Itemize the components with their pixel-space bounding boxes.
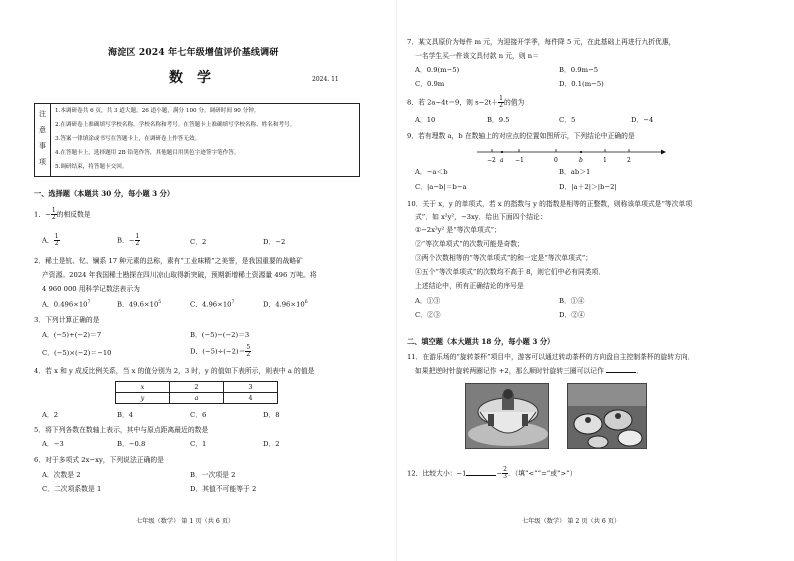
q1-fraction: $\frac{1}{2}$: [51, 207, 56, 221]
notice-line: 4.在答题卡上，选择题用 2B 铅笔作答，其他题目用黑色字迹签字笔作答。: [55, 150, 240, 156]
q4-stem: 4．若 x 和 y 成反比例关系，当 x 的值分别为 2，3 时，y 的值如下表所示，则表中 a 的值是: [34, 367, 315, 375]
point-b: [580, 151, 582, 153]
table-cell: y: [116, 393, 170, 404]
point-a: [501, 151, 503, 153]
q4-option-b: B．4: [117, 411, 134, 419]
number-line-arrow: [661, 150, 666, 155]
page-footer: 七年级（数学） 第 2 页（共 6 页）: [522, 518, 621, 525]
subject-title: 数学: [169, 70, 225, 86]
q2-option-c: C．$4.96\times 10^7$: [190, 300, 235, 309]
q4-option-c: C．6: [190, 411, 207, 419]
notice-header-char: 事: [39, 142, 46, 150]
q1-option-a: A． $\frac{1}{2}$: [42, 233, 59, 247]
notice-line: 5.调研结束，将答题卡交回。: [55, 164, 128, 170]
q6-option-c: C．二次项系数是 1: [42, 485, 102, 493]
table-cell: 2: [170, 382, 224, 393]
notice-header: [35, 104, 51, 176]
q10-option-d: D．②④: [559, 311, 585, 319]
q10-option-b: B．①④: [559, 297, 585, 305]
q7-option-a: A．0.9(m−5): [415, 66, 460, 74]
notice-line: 1.本调研卷共 6 页，共 3 道大题，26 道小题，满分 100 分。调研时间 90 分钟。: [55, 108, 260, 114]
axis-label: a: [500, 157, 504, 164]
axis-label: 0: [554, 157, 558, 164]
q3-option-b: B．(−5)−(−2)＝3: [190, 331, 250, 339]
q10-option-a: A．①③: [415, 297, 441, 305]
q7-option-c: C．0.9m: [415, 80, 445, 88]
q9-option-b: B．ab＞1: [559, 168, 591, 176]
table-row: [116, 393, 278, 404]
axis-label: 2: [627, 157, 631, 164]
q3-option-a: A．(−5)+(−2)＝7: [42, 331, 102, 339]
q3-stem: 3．下列计算正确的是: [34, 316, 100, 324]
q5-stem: 5．将下列各数在数轴上表示，其中与原点距离最近的数是: [34, 426, 209, 434]
axis-label: 1: [603, 157, 607, 164]
q10-option-c: C．②③: [415, 311, 441, 319]
q10-conclusion-3: ③两个次数相等的“等次单项式”的和一定是“等次单项式”；: [415, 254, 593, 262]
teacup-ride-photo-1: [465, 383, 549, 449]
notice-box: [34, 103, 360, 177]
table-cell: x: [116, 382, 170, 393]
q10-line-1: 10．关于 x，y 的单项式，若 x 的指数与 y 的指数是相等的正整数，则称该单项式是“等次单项: [407, 200, 693, 208]
axis-label: −2: [487, 157, 496, 164]
q1-stem: 1．−: [34, 210, 51, 219]
q9-option-d: D．|a＋2|＞|b−2|: [559, 183, 617, 191]
q10-conclusion-2: ②“等次单项式”的次数可能是奇数；: [415, 240, 524, 248]
q7-option-d: D．0.1(m−5): [559, 80, 604, 88]
q6-option-d: D．其值不可能等于 2: [190, 485, 257, 493]
answer-blank: [606, 372, 636, 373]
q10-line-2: 式”．如 x²y²，−3xy．给出下面四个结论：: [415, 213, 547, 221]
notice-line: 3.答案一律填涂或书写在答题卡上，在调研卷上作答无效。: [55, 136, 201, 142]
q11-line-2: 如果把逆时针旋转两圈记作 +2，那么顺时针旋转三圈可以记作 ．: [415, 367, 643, 375]
q5-option-d: D．2: [263, 440, 280, 448]
q9-option-c: C．|a−b|＝b−a: [415, 183, 467, 191]
table-row: [116, 382, 278, 393]
exam-date: 2024. 11: [312, 76, 339, 83]
q6-option-a: A．次数是 2: [42, 471, 81, 479]
teacup-ride-photo-2: [567, 383, 647, 449]
q10-conclusion-1: ①−2x²y² 是“等次单项式”；: [415, 226, 501, 234]
section-heading-fill: 二、填空题（本大题共 18 分，每小题 3 分）: [407, 337, 555, 346]
q4-table: [115, 381, 278, 404]
q2-option-d: D．$4.96\times 10^6$: [263, 300, 308, 309]
section-heading-choice: 一、选择题（本题共 30 分，每小题 3 分）: [34, 189, 175, 198]
number-line-diagram: [477, 146, 667, 168]
q11-line-1: 11．在游乐场的“旋转茶杯”项目中，游客可以通过转动茶杯的方向盘自主控制茶杯的旋转方向．: [407, 353, 695, 361]
notice-header-char: 意: [39, 126, 46, 134]
q1-tail: 的相反数是: [56, 210, 91, 219]
answer-blank: [466, 475, 496, 476]
q4-option-d: D．8: [263, 411, 280, 419]
q2-option-b: B．$49.6\times 10^5$: [117, 300, 162, 309]
exam-page-2: [397, 0, 794, 561]
q1-option-c: C．2: [190, 238, 207, 246]
q2-line-3: 4 960 000 用科学记数法表示为: [42, 285, 140, 293]
question-1: [34, 208, 91, 221]
q8-option-b: B．9.5: [487, 116, 510, 124]
q2-option-a: A．$0.496\times 10^7$: [42, 300, 91, 309]
q10-ask: 上述结论中，所有正确结论的序号是: [415, 282, 524, 290]
q5-option-c: C．1: [190, 440, 207, 448]
q8-option-d: D．−4: [631, 116, 654, 124]
table-cell: 3: [224, 382, 278, 393]
q9-stem: 9．若有理数 a，b 在数轴上的对应点的位置如图所示，下列结论中正确的是: [407, 132, 635, 140]
q10-conclusion-4: ④五个“等次单项式”的次数均不高于 8，则它们中必有同类项．: [415, 268, 606, 276]
q8-option-c: C．5: [559, 116, 576, 124]
q2-line-2: 产资源。2024 年我国稀土勘探在四川凉山取得新突破，预期新增稀土资源量 496 万吨。将: [42, 271, 317, 279]
q3-option-d: D．(−5)÷(−2)＝ $\frac{5}{2}$: [190, 344, 251, 358]
q9-option-a: A．−a＜b: [415, 168, 448, 176]
q6-option-b: B．一次项是 2: [190, 471, 236, 479]
axis-label: b: [579, 157, 583, 164]
table-cell: 4: [224, 393, 278, 404]
question-8: 8．若 2a−4t＝9，则 s−2t＋ $\frac{1}{2}$ 的值为: [407, 95, 525, 109]
q1-option-b: B．− $\frac{1}{2}$: [117, 233, 140, 247]
q6-stem: 6．对于多项式 2x−xy，下列说法正确的是: [34, 456, 164, 464]
q7-line-1: 7．某文具原价为每件 m 元，为迎接开学季，每件降 5 元，在此基础上再进行九折优惠，: [407, 38, 676, 46]
notice-header-char: 注: [39, 110, 46, 118]
notice-header-char: 项: [39, 158, 46, 166]
table-cell: a: [170, 393, 224, 404]
q1-option-d: D．−2: [263, 238, 286, 246]
q7-line-2: 一名学生买一件该文具付款 n 元，则 n＝: [415, 52, 539, 60]
teacup-ride-illustration: [568, 384, 647, 449]
notice-line: 2.在调研卷上准确填写学校名称、学校名称和考号。在答题卡上准确填写学校名称、姓名和考号。: [55, 122, 296, 128]
q8-option-a: A．10: [415, 116, 436, 124]
q2-line-1: 2．稀土是钪、钇、镧系 17 种元素的总称，素有“工业味精”之美誉，是我国重要的战略矿: [34, 257, 303, 265]
q5-option-b: B．−0.8: [117, 440, 146, 448]
q5-option-a: A．−3: [42, 440, 64, 448]
question-12: 12．比较大小：−1 − $\frac{2}{3}$ ．（填“<”“=”或“>”）: [407, 466, 577, 480]
q4-option-a: A．2: [42, 411, 59, 419]
q3-option-c: C．(−5)×(−2)＝−10: [42, 349, 112, 357]
page-footer: 七年级（数学） 第 1 页（共 6 页）: [136, 518, 235, 525]
exam-title: 海淀区 2024 年七年级增值评价基线调研: [108, 48, 279, 58]
teacup-ride-illustration: [466, 384, 549, 449]
axis-label: −1: [515, 157, 524, 164]
q7-option-b: B．0.9m−5: [559, 66, 599, 74]
